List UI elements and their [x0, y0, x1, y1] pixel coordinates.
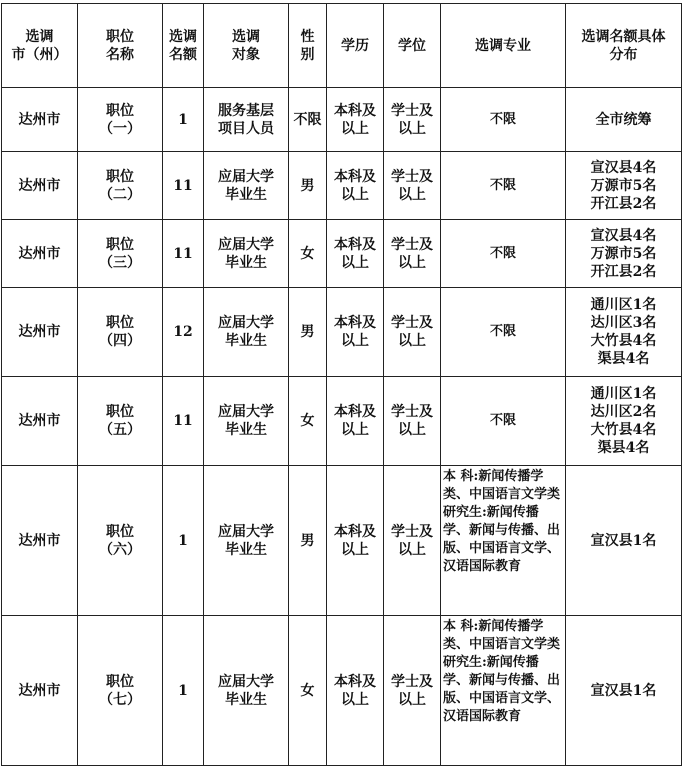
cell-quota: 1	[163, 466, 204, 616]
cell-major: 不限	[441, 220, 566, 288]
cell-target: 应届大学 毕业生	[204, 288, 289, 377]
header-city: 选调 市（州）	[2, 4, 78, 88]
cell-degree: 学士及 以上	[384, 88, 441, 152]
cell-education: 本科及 以上	[327, 88, 384, 152]
cell-quota: 1	[163, 88, 204, 152]
cell-target: 服务基层 项目人员	[204, 88, 289, 152]
header-degree: 学位	[384, 4, 441, 88]
cell-gender: 男	[289, 466, 327, 616]
cell-gender: 女	[289, 220, 327, 288]
cell-degree: 学士及 以上	[384, 377, 441, 466]
table-row	[2, 466, 682, 616]
selection-table	[1, 3, 682, 766]
cell-gender: 女	[289, 616, 327, 766]
cell-degree: 学士及 以上	[384, 466, 441, 616]
table-row	[2, 88, 682, 152]
cell-position: 职位 （五）	[78, 377, 163, 466]
cell-distribution: 宣汉县1名	[566, 616, 682, 766]
cell-city: 达州市	[2, 377, 78, 466]
cell-distribution: 宣汉县4名 万源市5名 开江县2名	[566, 220, 682, 288]
cell-position: 职位 （七）	[78, 616, 163, 766]
cell-gender: 不限	[289, 88, 327, 152]
cell-city: 达州市	[2, 288, 78, 377]
cell-education: 本科及 以上	[327, 152, 384, 220]
cell-position: 职位 （六）	[78, 466, 163, 616]
cell-education: 本科及 以上	[327, 220, 384, 288]
cell-quota: 11	[163, 377, 204, 466]
cell-major: 本 科:新闻传播学类、中国语言文学类 研究生:新闻传播学、新闻与传播、出版、中国语言文学、汉语国际教育	[441, 466, 566, 616]
cell-major: 不限	[441, 377, 566, 466]
cell-quota: 12	[163, 288, 204, 377]
cell-city: 达州市	[2, 616, 78, 766]
cell-gender: 男	[289, 288, 327, 377]
header-target: 选调 对象	[204, 4, 289, 88]
cell-quota: 11	[163, 220, 204, 288]
cell-education: 本科及 以上	[327, 377, 384, 466]
cell-distribution: 宣汉县1名	[566, 466, 682, 616]
cell-position: 职位 （一）	[78, 88, 163, 152]
header-gender: 性 别	[289, 4, 327, 88]
cell-gender: 男	[289, 152, 327, 220]
table-row	[2, 152, 682, 220]
table-row	[2, 377, 682, 466]
cell-position: 职位 （二）	[78, 152, 163, 220]
cell-target: 应届大学 毕业生	[204, 616, 289, 766]
cell-degree: 学士及 以上	[384, 288, 441, 377]
cell-city: 达州市	[2, 152, 78, 220]
cell-education: 本科及 以上	[327, 288, 384, 377]
table-row	[2, 288, 682, 377]
cell-major: 不限	[441, 152, 566, 220]
cell-target: 应届大学 毕业生	[204, 377, 289, 466]
header-major: 选调专业	[441, 4, 566, 88]
cell-distribution: 通川区1名 达川区2名 大竹县4名 渠县4名	[566, 377, 682, 466]
cell-gender: 女	[289, 377, 327, 466]
cell-city: 达州市	[2, 220, 78, 288]
cell-target: 应届大学 毕业生	[204, 152, 289, 220]
cell-distribution: 全市统筹	[566, 88, 682, 152]
cell-quota: 11	[163, 152, 204, 220]
cell-position: 职位 （三）	[78, 220, 163, 288]
cell-position: 职位 （四）	[78, 288, 163, 377]
cell-city: 达州市	[2, 88, 78, 152]
cell-distribution: 宣汉县4名 万源市5名 开江县2名	[566, 152, 682, 220]
header-education: 学历	[327, 4, 384, 88]
cell-distribution: 通川区1名 达川区3名 大竹县4名 渠县4名	[566, 288, 682, 377]
header-row	[2, 4, 682, 88]
header-distribution: 选调名额具体 分布	[566, 4, 682, 88]
cell-target: 应届大学 毕业生	[204, 466, 289, 616]
cell-quota: 1	[163, 616, 204, 766]
cell-target: 应届大学 毕业生	[204, 220, 289, 288]
cell-city: 达州市	[2, 466, 78, 616]
cell-degree: 学士及 以上	[384, 220, 441, 288]
cell-degree: 学士及 以上	[384, 616, 441, 766]
cell-degree: 学士及 以上	[384, 152, 441, 220]
cell-major: 不限	[441, 288, 566, 377]
cell-education: 本科及 以上	[327, 466, 384, 616]
table-row	[2, 220, 682, 288]
header-position: 职位 名称	[78, 4, 163, 88]
cell-education: 本科及 以上	[327, 616, 384, 766]
cell-major: 本 科:新闻传播学类、中国语言文学类 研究生:新闻传播学、新闻与传播、出版、中国语言文学、汉语国际教育	[441, 616, 566, 766]
header-quota: 选调 名额	[163, 4, 204, 88]
cell-major: 不限	[441, 88, 566, 152]
table-row	[2, 616, 682, 766]
